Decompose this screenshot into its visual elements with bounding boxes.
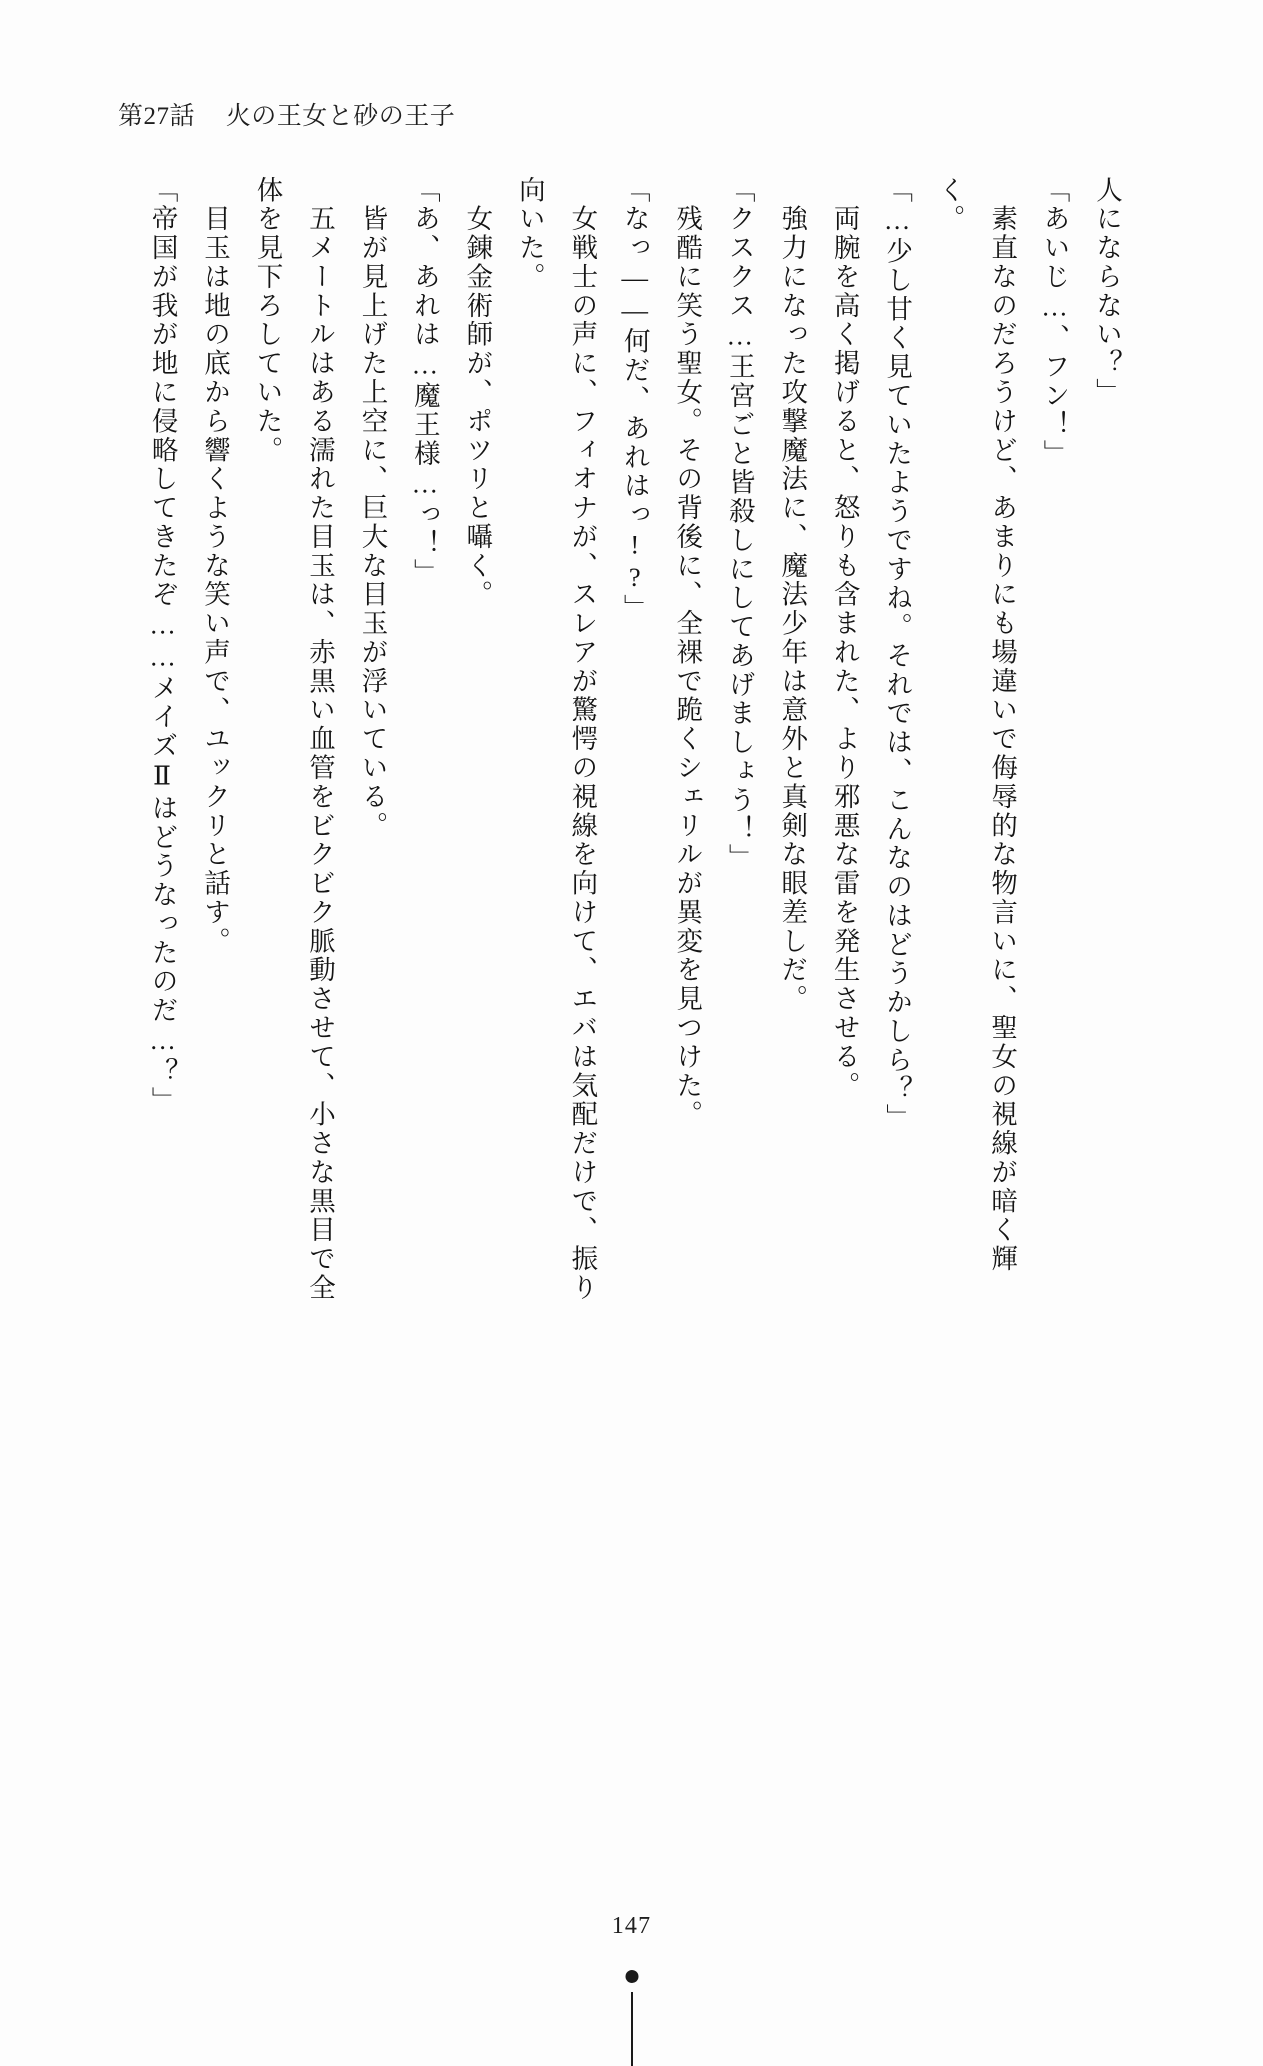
paragraph: 強力になった攻撃魔法に、魔法少年は意外と真剣な眼差しだ。	[777, 176, 808, 1014]
paragraph: 「…少し甘く見ていたようですね。それでは、こんなのはどうかしら？」	[882, 176, 913, 1133]
chapter-title: 火の王女と砂の王子	[225, 103, 456, 130]
paragraph: 素直なのだろうけど、あまりにも場違いで侮辱的な物言いに、聖女の視線が暗く輝く。	[934, 176, 1018, 1274]
paragraph: 人にならない？」	[1092, 176, 1122, 408]
paragraph: 五メートルはある濡れた目玉は、赤黒い血管をビクビク脈動させて、小さな黒目で全体を見下ろしていた。	[252, 176, 335, 1303]
paragraph: 目玉は地の底から響くような笑い声で、ユックリと話す。	[200, 176, 231, 956]
page-number: 147	[611, 1913, 652, 1939]
paragraph: 女錬金術師が、ポツリと囁く。	[462, 176, 493, 610]
paragraph: 両腕を高く掲げると、怒りも含まれた、より邪悪な雷を発生させる。	[829, 176, 860, 1101]
body-text	[147, 176, 1133, 1306]
paragraph: 残酷に笑う聖女。その背後に、全裸で跪くシェリルが異変を見つけた。	[672, 176, 703, 1130]
paragraph: 「クスクス…王宮ごと皆殺しにしてあげましょう！」	[724, 176, 755, 873]
page-ornament	[625, 1970, 639, 2066]
paragraph: 「なっ——何だ、あれはっ!?」	[619, 176, 650, 624]
running-head	[118, 96, 455, 132]
paragraph: 「あいじ…、フン！」	[1039, 176, 1070, 469]
paragraph: 皆が見上げた上空に、巨大な目玉が浮いている。	[357, 176, 388, 841]
paragraph: 女戦士の声に、フィオナが、スレアが驚愕の視線を向けて、エバは気配だけで、振り向いた。	[514, 176, 598, 1303]
paragraph: 「帝国が我が地に侵略してきたぞ……メイズⅡはどうなったのだ…？」	[147, 176, 178, 1116]
chapter-number: 第27話	[118, 103, 196, 130]
paragraph: 「あ、あれは…魔王様…っ！」	[409, 176, 440, 588]
ornament-rule	[631, 1992, 633, 2066]
ornament-dot-icon	[625, 1970, 638, 1983]
